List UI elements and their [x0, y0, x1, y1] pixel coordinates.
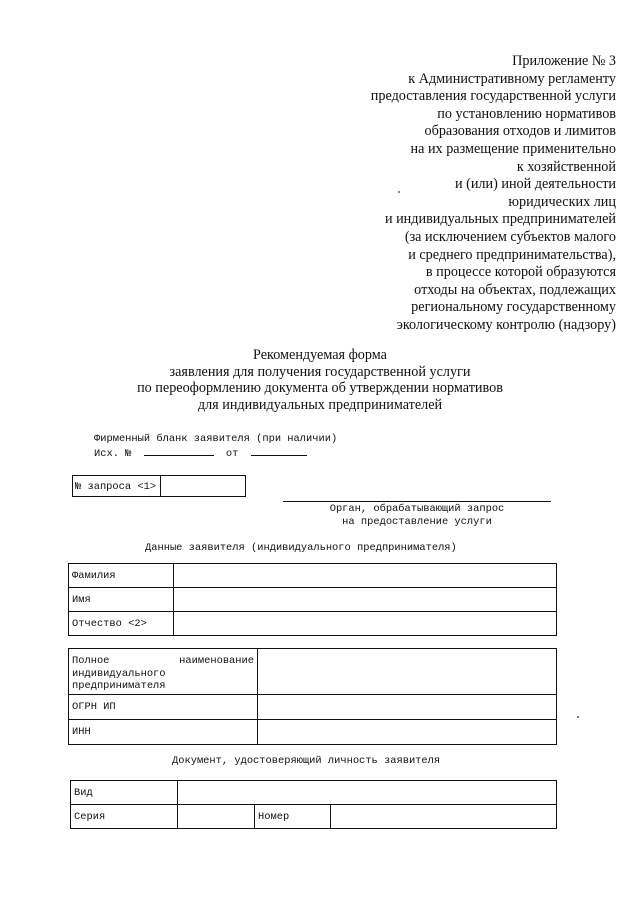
appendix-line: экологическому контролю (надзору): [396, 316, 616, 333]
full-name-label: [69, 649, 258, 695]
outgoing-date-field[interactable]: [251, 446, 307, 456]
appendix-line: на их размещение применительно: [410, 140, 616, 157]
appendix-line: и среднего предпринимательства),: [408, 246, 616, 263]
surname-label: Фамилия: [69, 564, 174, 588]
form-title: [0, 347, 640, 413]
identity-doc-table: [70, 780, 557, 829]
identity-doc-caption: Документ, удостоверяющий личность заявителя: [172, 755, 441, 767]
patronymic-field[interactable]: [174, 612, 557, 636]
appendix-line: и (или) иной деятельности: [454, 176, 616, 193]
doc-series-field[interactable]: [178, 805, 255, 829]
authority-caption-line: Орган, обрабатывающий запрос: [329, 503, 505, 515]
outgoing-number-label: Исх. №: [94, 448, 132, 460]
appendix-line: в процессе которой образуются: [425, 264, 616, 281]
form-title-line: Рекомендуемая форма: [253, 347, 387, 363]
appendix-line: Приложение № 3: [512, 53, 616, 69]
full-name-label-part: Полное: [72, 655, 110, 667]
patronymic-label: Отчество <2>: [69, 612, 174, 636]
appendix-line: (за исключением субъектов малого: [404, 228, 616, 245]
full-name-label-part: индивидуального: [72, 667, 166, 680]
letterhead-caption: Фирменный бланк заявителя (при наличии): [94, 433, 338, 445]
outgoing-number-field[interactable]: [144, 446, 214, 456]
appendix-line: к Административному регламенту: [408, 70, 616, 87]
appendix-line: и индивидуальных предпринимателей: [384, 211, 616, 228]
appendix-header: [286, 53, 616, 335]
inn-field[interactable]: [258, 720, 557, 745]
applicant-section-caption: Данные заявителя (индивидуального предпринимателя): [145, 542, 457, 554]
letterhead-block: [94, 433, 337, 461]
doc-type-label: Вид: [71, 781, 178, 805]
surname-field[interactable]: [174, 564, 557, 588]
appendix-line: к хозяйственной: [516, 158, 616, 175]
ogrn-field[interactable]: [258, 695, 557, 720]
applicant-table: [68, 563, 557, 636]
appendix-line: юридических лиц: [508, 193, 616, 210]
inn-label: ИНН: [69, 720, 258, 745]
authority-caption: [283, 503, 551, 528]
doc-series-label: Серия: [71, 805, 178, 829]
request-number-box: [72, 475, 246, 497]
doc-type-field[interactable]: [178, 781, 557, 805]
full-name-label-part: предпринимателя: [72, 680, 166, 692]
ogrn-label: ОГРН ИП: [69, 695, 258, 720]
request-number-label: № запроса <1>: [73, 476, 161, 496]
doc-number-field[interactable]: [331, 805, 557, 829]
appendix-line: отходы на объектах, подлежащих: [414, 281, 616, 298]
doc-number-label: Номер: [255, 805, 331, 829]
appendix-line: предоставления государственной услуги: [370, 88, 616, 105]
form-title-line: для индивидуальных предпринимателей: [197, 396, 443, 413]
authority-field-line[interactable]: [283, 501, 551, 502]
appendix-line: региональному государственному: [411, 299, 616, 316]
form-title-line: по переоформлению документа об утверждении нормативов: [137, 380, 503, 397]
scan-speck: [398, 191, 400, 193]
first-name-label: Имя: [69, 588, 174, 612]
first-name-field[interactable]: [174, 588, 557, 612]
request-number-field[interactable]: [161, 476, 245, 496]
entrepreneur-table: [68, 648, 557, 745]
outgoing-date-label: от: [225, 448, 239, 460]
scan-speck: [577, 716, 579, 718]
form-title-line: заявления для получения государственной услуги: [169, 363, 471, 380]
full-name-label-part: наименование: [179, 655, 254, 667]
appendix-line: по установлению нормативов: [437, 105, 616, 122]
authority-caption-line: на предоставление услуги: [342, 515, 492, 528]
appendix-line: образования отходов и лимитов: [424, 123, 616, 140]
full-name-field[interactable]: [258, 649, 557, 695]
